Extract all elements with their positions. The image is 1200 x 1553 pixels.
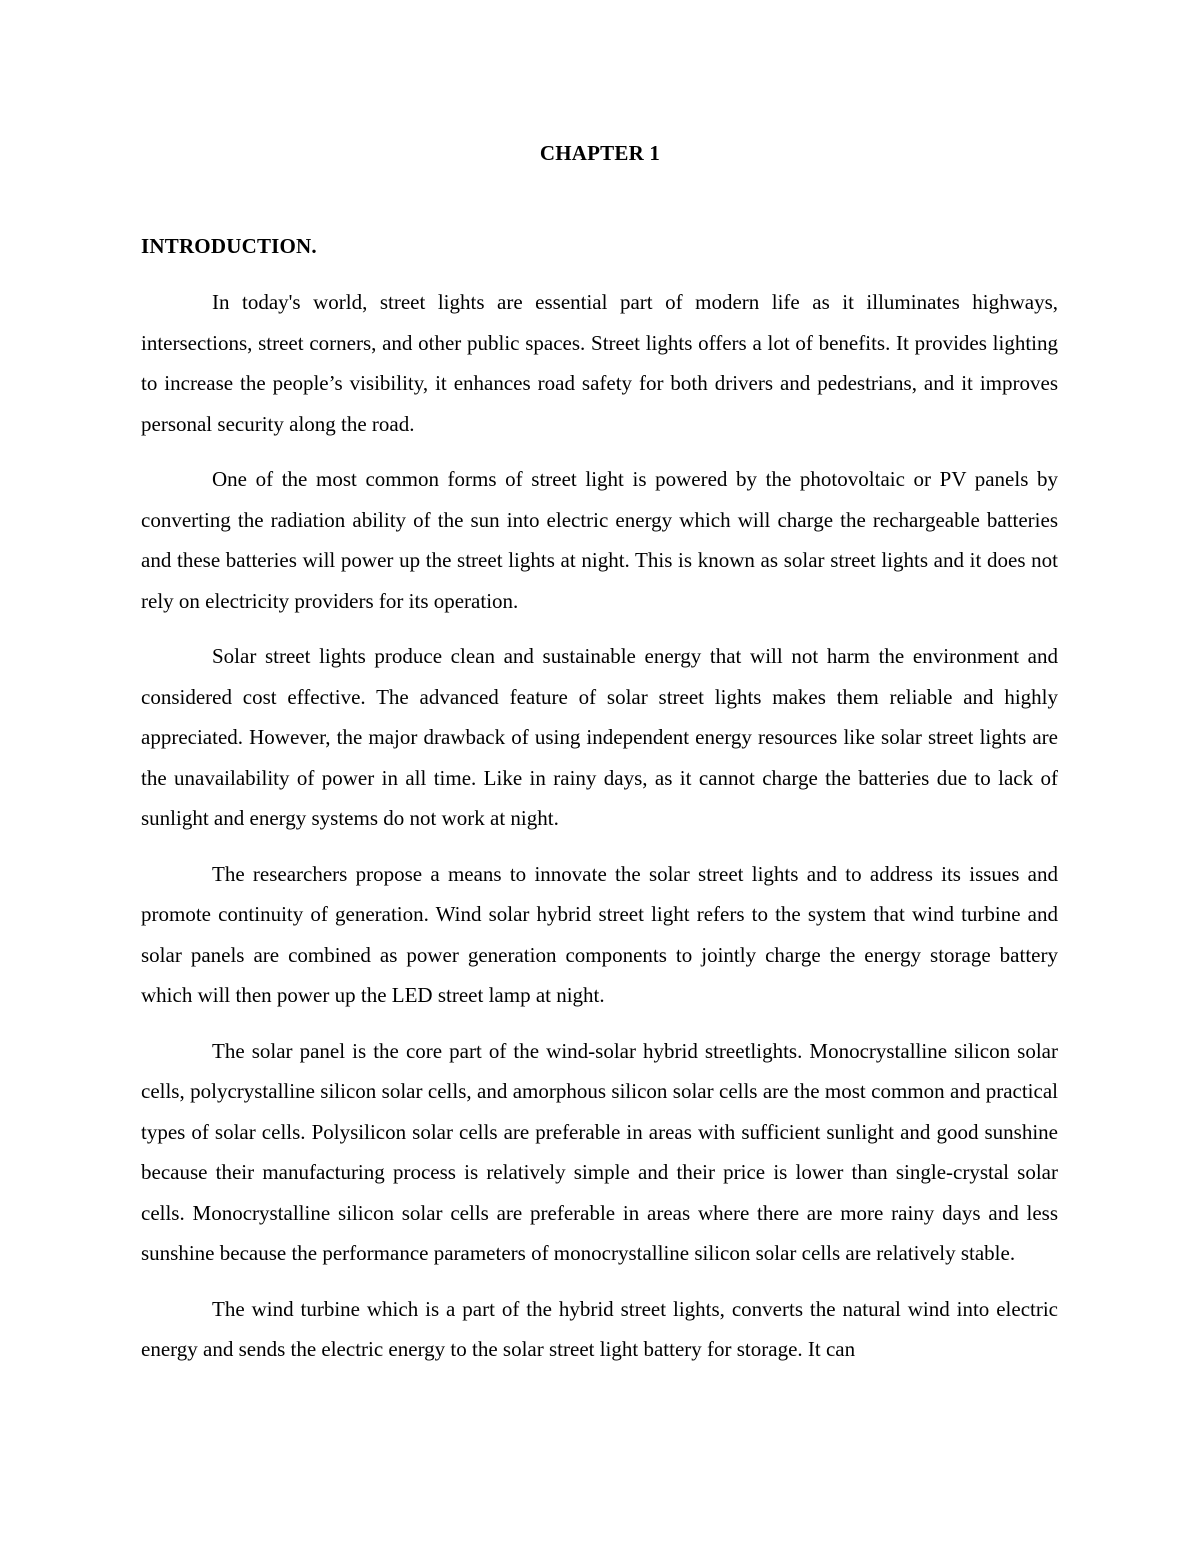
chapter-title: CHAPTER 1 <box>539 141 661 165</box>
section-heading: INTRODUCTION. <box>141 234 317 258</box>
paragraph-3: Solar street lights produce clean and sustainable energy that will not harm the environment and considered cost effective. The advanced feature of solar street lights makes them reliable and highly appreciated. However, the major drawback of using independent energy resources like solar street lights are the unavailability of power in all time. Like in rainy days, as it cannot charge the batteries due to lack of sunlight and energy systems do not work at night. <box>141 644 1058 830</box>
body-text <box>141 282 1058 1385</box>
paragraph-4: The researchers propose a means to innovate the solar street lights and to address its issues and promote continuity of generation. Wind solar hybrid street light refers to the system that wind turbine and solar panels are combined as power generation components to jointly charge the energy storage battery which will then power up the LED street lamp at night. <box>141 861 1058 1007</box>
paragraph-6: The wind turbine which is a part of the hybrid street lights, converts the natural wind into electric energy and sends the electric energy to the solar street light battery for storage. It can <box>141 1296 1058 1361</box>
paragraph-5: The solar panel is the core part of the wind-solar hybrid streetlights. Monocrystalline silicon solar cells, polycrystalline silicon solar cells, and amorphous silicon solar cells are the most common and practical types of solar cells. Polysilicon solar cells are preferable in areas with sufficient sunlight and good sunshine because their manufacturing process is relatively simple and their price is lower than single-crystal solar cells. Monocrystalline silicon solar cells are preferable in areas where there are more rainy days and less sunshine because the performance parameters of monocrystalline silicon solar cells are relatively stable. <box>141 1038 1058 1265</box>
paragraph-1: In today's world, street lights are essential part of modern life as it illuminates highways, intersections, street corners, and other public spaces. Street lights offers a lot of benefits. It provides lighting to increase the people’s visibility, it enhances road safety for both drivers and pedestrians, and it improves personal security along the road. <box>141 290 1058 436</box>
paragraph-2: One of the most common forms of street light is powered by the photovoltaic or PV panels by converting the radiation ability of the sun into electric energy which will charge the rechargeable batteries and these batteries will power up the street lights at night. This is known as solar street lights and it does not rely on electricity providers for its operation. <box>141 467 1058 613</box>
